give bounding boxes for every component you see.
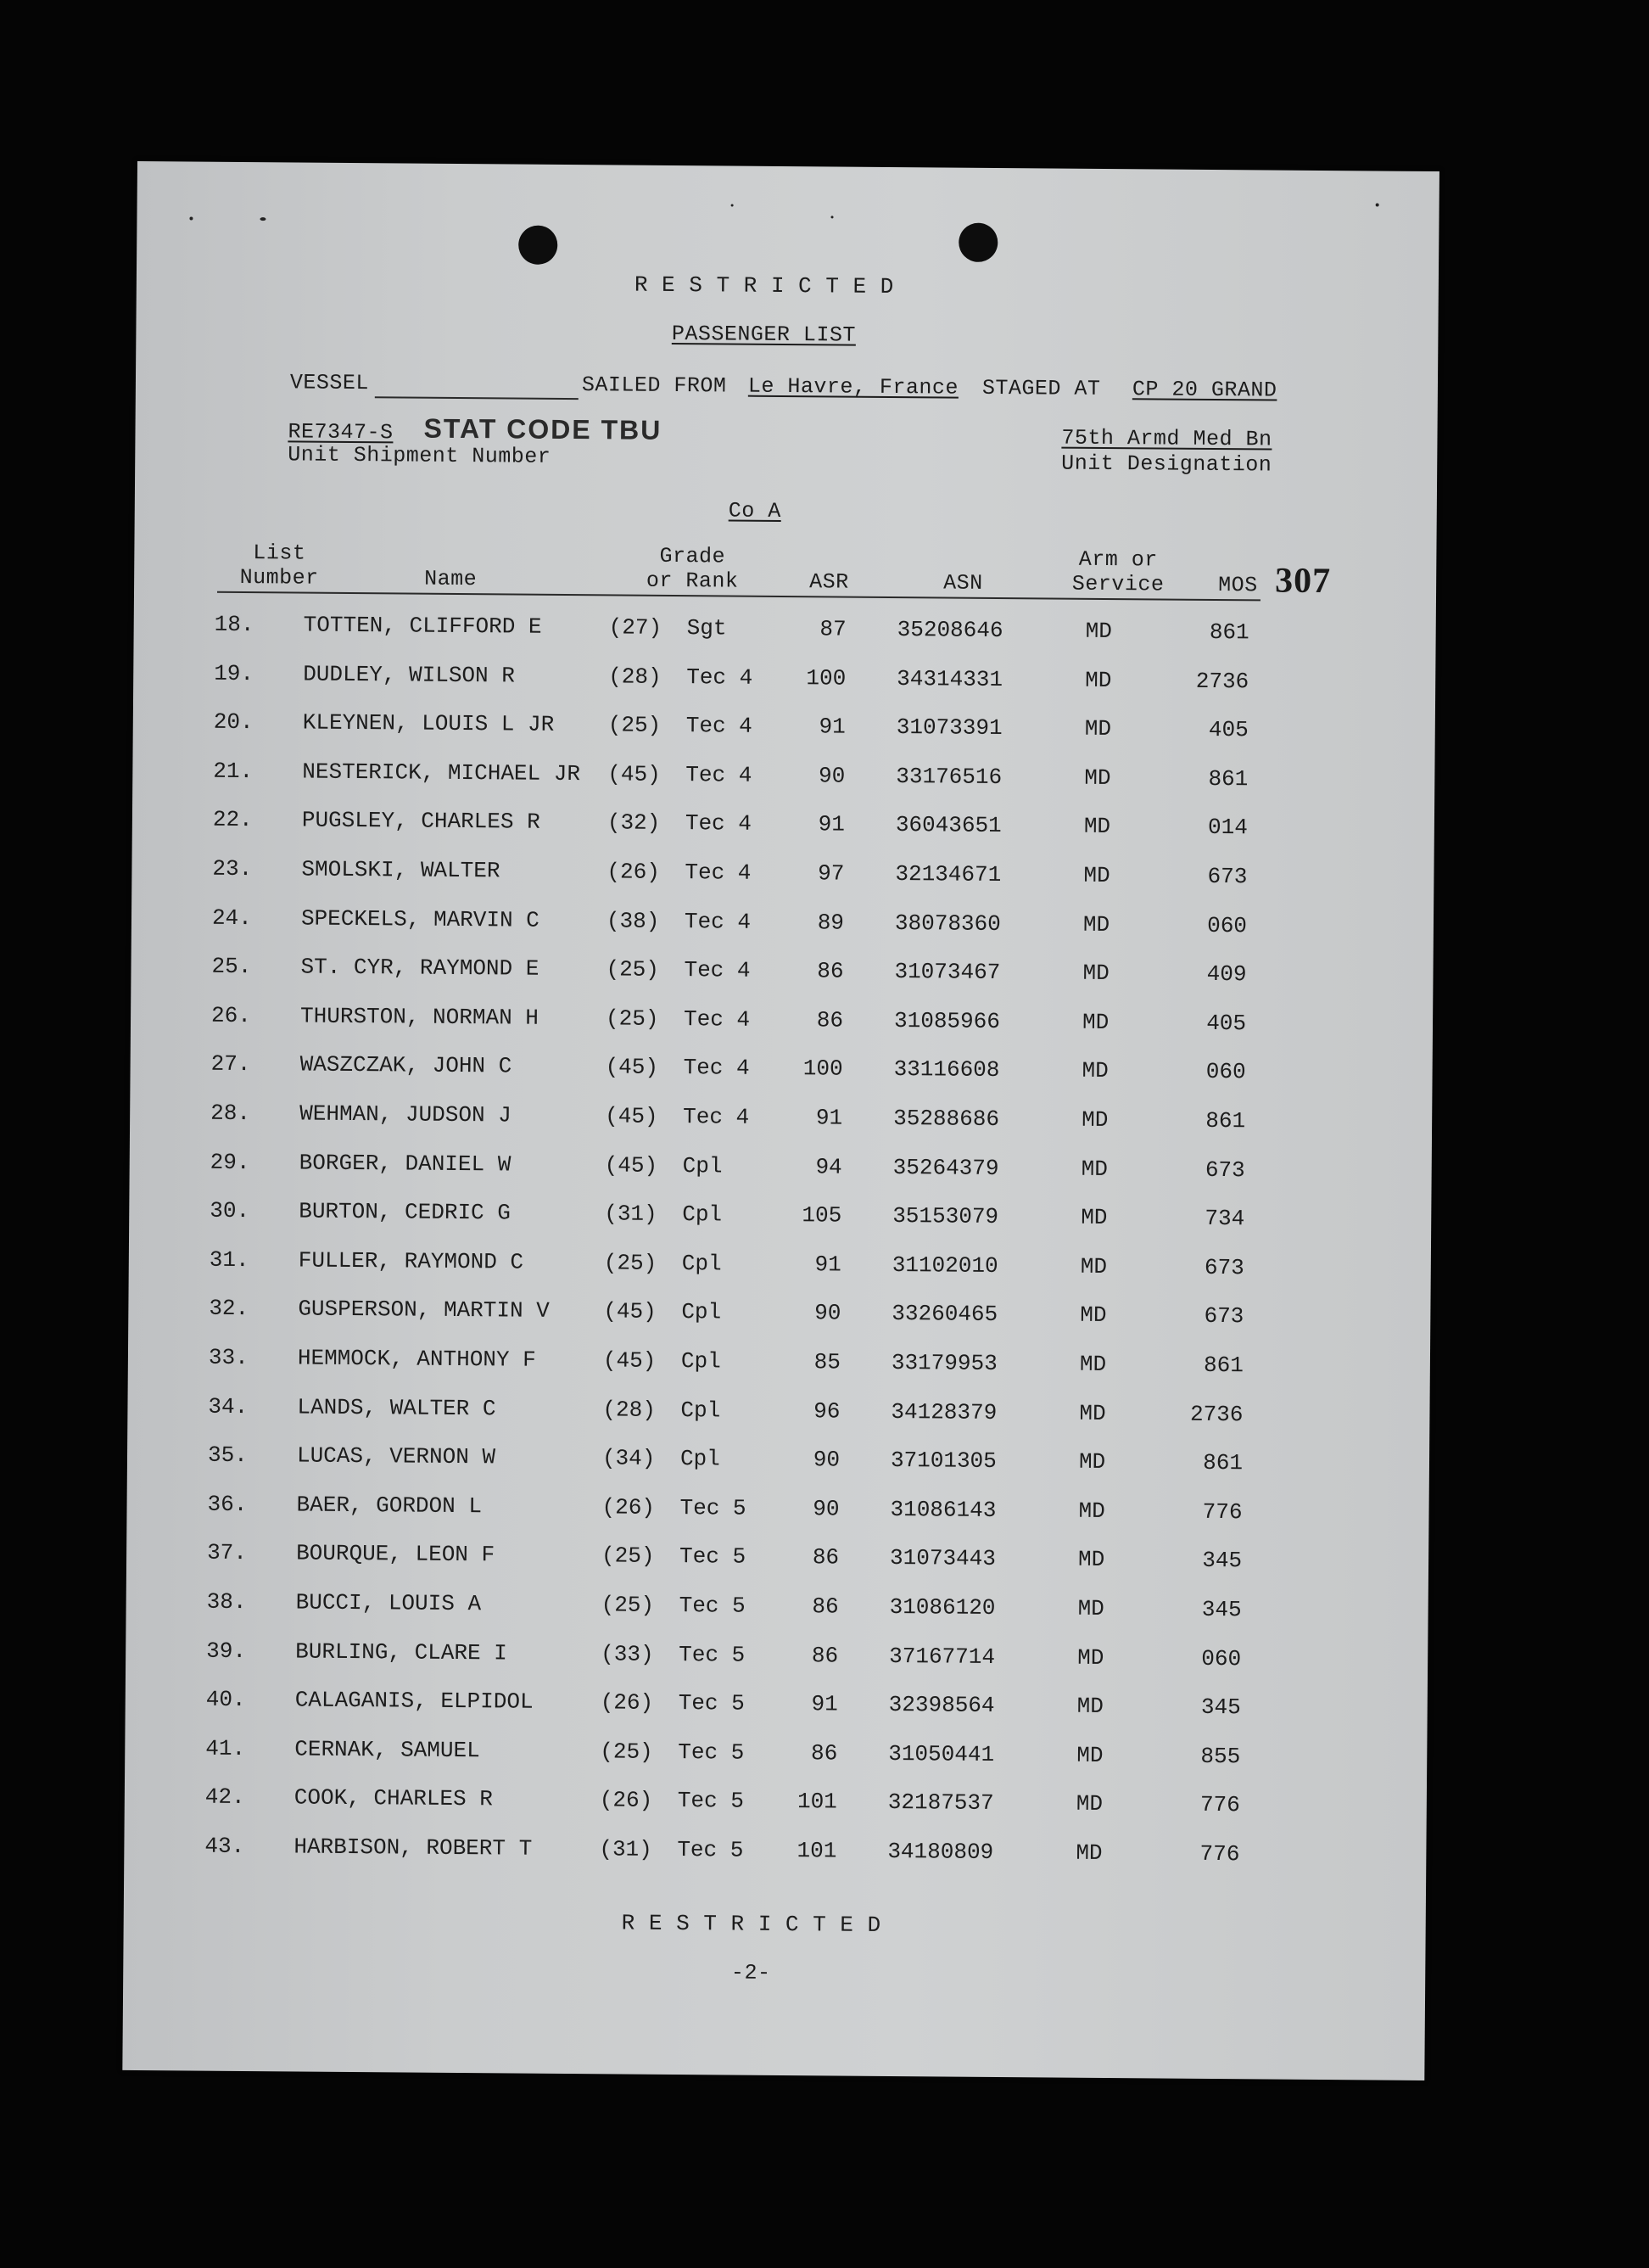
row-asn: 33116608 [893, 1056, 1000, 1084]
row-grade: Tec 4 [683, 1055, 750, 1082]
row-arm: MD [1080, 1302, 1107, 1329]
row-arm: MD [1081, 1204, 1108, 1231]
row-list-number: 42. [204, 1784, 245, 1811]
row-name: CERNAK, SAMUEL [294, 1736, 480, 1764]
row-list-number: 24. [211, 904, 252, 931]
row-mos: 405 [1208, 717, 1249, 743]
row-name: LUCAS, VERNON W [296, 1442, 496, 1470]
row-list-number: 27. [210, 1051, 251, 1078]
row-mos: 673 [1204, 1254, 1244, 1281]
table-row [134, 611, 1436, 655]
row-list-number: 38. [206, 1588, 247, 1616]
row-asn: 33179953 [891, 1350, 998, 1377]
row-asn: 36043651 [895, 812, 1002, 839]
row-list-number: 41. [205, 1735, 246, 1761]
row-age: (45) [605, 1103, 658, 1129]
row-asr: 97 [818, 860, 845, 887]
row-arm: MD [1082, 1058, 1109, 1084]
row-mos: 060 [1201, 1645, 1242, 1672]
row-name: KLEYNEN, LOUIS L JR [302, 709, 555, 738]
row-age: (25) [603, 1250, 657, 1276]
table-row [126, 1588, 1428, 1632]
row-grade: Tec 5 [679, 1543, 746, 1571]
row-asn: 31050441 [888, 1740, 995, 1767]
row-asr: 90 [813, 1496, 840, 1522]
vessel-blank-line [375, 396, 579, 400]
row-list-number: 18. [214, 611, 254, 638]
row-grade: Tec 5 [678, 1739, 745, 1766]
table-row [131, 953, 1433, 997]
row-grade: Cpl [682, 1152, 723, 1179]
row-grade: Tec 4 [683, 1104, 750, 1130]
row-name: DUDLEY, WILSON R [303, 661, 516, 689]
row-grade: Tec 5 [678, 1690, 745, 1716]
row-age: (26) [606, 859, 660, 885]
row-arm: MD [1077, 1547, 1105, 1573]
row-grade: Tec 4 [683, 1005, 751, 1033]
row-grade: Sgt [686, 615, 727, 641]
row-asn: 31073467 [894, 959, 1001, 986]
row-grade: Tec 5 [677, 1837, 744, 1863]
row-asr: 85 [813, 1349, 841, 1375]
row-arm: MD [1082, 911, 1110, 938]
row-asr: 90 [814, 1300, 841, 1326]
row-age: (34) [601, 1445, 656, 1472]
row-arm: MD [1082, 1106, 1109, 1134]
row-mos: 861 [1205, 1107, 1246, 1134]
row-asr: 100 [806, 664, 847, 692]
row-name: GUSPERSON, MARTIN V [298, 1296, 550, 1324]
table-row [125, 1735, 1427, 1779]
unit-shipment-label: Unit Shipment Number [288, 442, 551, 469]
row-grade: Tec 4 [685, 810, 752, 837]
row-name: WEHMAN, JUDSON J [299, 1100, 511, 1128]
row-grade: Tec 5 [679, 1641, 746, 1668]
table-row [129, 1246, 1431, 1291]
row-name: THURSTON, NORMAN H [299, 1003, 539, 1031]
row-name: WASZCZAK, JOHN C [299, 1051, 512, 1079]
row-age: (45) [603, 1298, 657, 1325]
page-number: -2- [730, 1960, 771, 1985]
punch-hole-right [959, 223, 998, 262]
row-arm: MD [1085, 667, 1112, 693]
document-page [122, 161, 1439, 2080]
row-list-number: 32. [209, 1296, 249, 1322]
row-age: (31) [604, 1201, 657, 1228]
row-asn: 33176516 [896, 763, 1003, 790]
row-asn: 35208646 [897, 617, 1003, 644]
row-list-number: 37. [207, 1540, 248, 1566]
table-row [132, 758, 1434, 802]
row-asn: 31073443 [889, 1545, 997, 1572]
row-asn: 31086143 [890, 1496, 997, 1523]
row-age: (38) [606, 907, 660, 934]
row-age: (28) [602, 1396, 657, 1423]
row-list-number: 29. [210, 1149, 250, 1175]
col-header-asr: ASR [809, 569, 849, 595]
row-name: TOTTEN, CLIFFORD E [303, 612, 542, 640]
row-asr: 91 [819, 714, 846, 740]
row-age: (45) [604, 1151, 658, 1179]
row-grade: Cpl [682, 1201, 723, 1228]
table-row [127, 1442, 1429, 1486]
speck [189, 216, 193, 220]
row-asr: 86 [816, 1007, 844, 1033]
row-age: (32) [606, 809, 661, 837]
row-arm: MD [1076, 1791, 1104, 1817]
row-mos: 734 [1205, 1206, 1245, 1232]
row-asn: 31085966 [893, 1007, 1001, 1034]
row-list-number: 23. [212, 855, 253, 882]
row-asr: 100 [802, 1056, 843, 1082]
row-mos: 861 [1203, 1352, 1244, 1379]
unit-designation-label: Unit Designation [1061, 451, 1272, 478]
document-title: PASSENGER LIST [671, 321, 857, 348]
row-list-number: 35. [207, 1442, 248, 1469]
row-name: BURTON, CEDRIC G [299, 1198, 511, 1226]
speck [260, 217, 266, 221]
row-mos: 345 [1200, 1694, 1241, 1721]
row-arm: MD [1082, 1009, 1110, 1035]
row-asr: 86 [817, 958, 844, 984]
col-header-asn: ASN [943, 570, 983, 596]
row-arm: MD [1084, 715, 1112, 742]
row-list-number: 33. [208, 1344, 249, 1371]
row-asn: 34128379 [891, 1398, 998, 1425]
table-row [130, 1100, 1432, 1144]
row-mos: 014 [1207, 815, 1248, 841]
row-list-number: 30. [210, 1197, 250, 1224]
row-asr: 90 [819, 763, 846, 789]
row-grade: Tec 4 [684, 908, 752, 935]
page-stamp-number: 307 [1274, 561, 1332, 602]
row-asr: 86 [812, 1544, 840, 1571]
row-age: (26) [600, 1689, 654, 1716]
row-age: (25) [606, 956, 660, 983]
table-row [126, 1686, 1428, 1730]
row-asr: 91 [815, 1105, 843, 1131]
table-row [128, 1344, 1430, 1388]
row-age: (26) [601, 1494, 656, 1520]
row-mos: 673 [1207, 863, 1248, 890]
row-name: ST. CYR, RAYMOND E [300, 954, 539, 982]
row-mos: 2736 [1189, 1401, 1244, 1427]
row-age: (25) [601, 1592, 655, 1618]
speck [731, 204, 734, 206]
row-arm: MD [1079, 1400, 1106, 1426]
row-name: FULLER, RAYMOND C [298, 1247, 524, 1275]
row-grade: Tec 4 [686, 664, 753, 691]
row-grade: Tec 4 [685, 860, 752, 886]
row-arm: MD [1078, 1448, 1106, 1476]
table-row [128, 1295, 1430, 1339]
unit-shipment-number: RE7347-S [288, 419, 394, 445]
row-asn: 32398564 [888, 1692, 995, 1719]
row-mos: 060 [1207, 912, 1248, 938]
row-list-number: 40. [205, 1686, 246, 1713]
row-arm: MD [1077, 1595, 1104, 1622]
row-arm: MD [1082, 960, 1110, 987]
row-list-number: 21. [213, 758, 254, 784]
row-asr: 101 [797, 1838, 837, 1864]
table-row [124, 1833, 1426, 1877]
table-row [131, 1002, 1433, 1046]
company-label: Co A [728, 498, 781, 524]
row-asn: 31102010 [892, 1252, 998, 1279]
stat-code: STAT CODE TBU [423, 412, 662, 445]
row-name: SPECKELS, MARVIN C [300, 905, 539, 933]
row-list-number: 22. [212, 807, 253, 833]
row-asr: 91 [818, 811, 846, 837]
row-list-number: 19. [214, 660, 254, 686]
vessel-label: VESSEL [289, 370, 370, 396]
row-asr: 105 [802, 1202, 842, 1229]
row-asr: 91 [811, 1691, 838, 1717]
row-arm: MD [1076, 1693, 1104, 1720]
row-asn: 37167714 [889, 1643, 996, 1670]
row-arm: MD [1079, 1351, 1107, 1378]
row-age: (25) [600, 1739, 653, 1765]
row-age: (27) [608, 614, 662, 641]
row-asr: 89 [817, 909, 845, 936]
row-list-number: 25. [211, 953, 252, 980]
row-grade: Cpl [680, 1397, 721, 1424]
row-age: (26) [599, 1787, 653, 1814]
row-name: LANDS, WALTER C [297, 1394, 496, 1421]
table-row [130, 1050, 1432, 1095]
row-age: (45) [607, 761, 661, 787]
row-asr: 90 [813, 1447, 841, 1473]
row-name: NESTERICK, MICHAEL JR [302, 759, 581, 787]
row-name: PUGSLEY, CHARLES R [301, 807, 540, 836]
row-asr: 87 [819, 616, 847, 642]
row-age: (45) [605, 1054, 659, 1081]
row-asn: 31086120 [889, 1594, 996, 1621]
punch-hole-left [518, 226, 557, 265]
row-list-number: 43. [204, 1833, 245, 1860]
table-row [126, 1491, 1428, 1535]
row-age: (25) [601, 1543, 655, 1570]
row-list-number: 28. [210, 1100, 251, 1127]
row-age: (45) [602, 1347, 657, 1374]
col-header-name: Name [424, 566, 478, 592]
row-asn: 35153079 [892, 1203, 999, 1230]
row-asr: 94 [815, 1153, 842, 1180]
row-asr: 86 [810, 1740, 838, 1767]
row-mos: 2736 [1195, 668, 1249, 694]
row-asr: 91 [814, 1252, 841, 1278]
row-list-number: 31. [209, 1246, 249, 1273]
row-asr: 101 [797, 1789, 837, 1815]
row-asn: 32187537 [887, 1789, 994, 1817]
restricted-header: R E S T R I C T E D [634, 272, 894, 300]
row-grade: Tec 5 [679, 1593, 746, 1619]
row-asn: 35264379 [892, 1154, 999, 1181]
row-name: SMOLSKI, WALTER [301, 856, 500, 884]
row-arm: MD [1081, 1156, 1109, 1182]
row-mos: 855 [1200, 1743, 1241, 1770]
row-mos: 345 [1201, 1596, 1242, 1623]
row-mos: 405 [1206, 1010, 1247, 1037]
table-row [127, 1393, 1429, 1437]
row-asn: 31073391 [896, 714, 1003, 742]
row-asr: 96 [813, 1397, 841, 1425]
row-name: HARBISON, ROBERT T [293, 1834, 533, 1862]
row-arm: MD [1080, 1253, 1108, 1280]
row-asn: 38078360 [894, 910, 1001, 937]
table-row [133, 660, 1435, 704]
row-name: HEMMOCK, ANTHONY F [297, 1345, 536, 1373]
sailed-from-label: SAILED FROM [581, 372, 727, 399]
row-name: BORGER, DANIEL W [299, 1150, 511, 1178]
row-grade: Cpl [681, 1250, 722, 1277]
row-list-number: 39. [206, 1638, 247, 1664]
row-list-number: 26. [210, 1002, 252, 1028]
table-row [131, 904, 1434, 949]
staged-at-label: STAGED AT [981, 375, 1101, 401]
row-asr: 86 [812, 1593, 839, 1620]
unit-designation-value: 75th Armd Med Bn [1061, 425, 1272, 452]
row-asn: 34180809 [887, 1839, 994, 1865]
row-grade: Tec 4 [684, 957, 751, 983]
table-row [132, 806, 1434, 850]
row-arm: MD [1077, 1644, 1104, 1671]
row-age: (31) [599, 1836, 652, 1862]
table-row [126, 1539, 1428, 1583]
row-name: COOK, CHARLES R [293, 1784, 494, 1812]
row-asn: 37101305 [890, 1448, 997, 1475]
row-grade: Cpl [680, 1348, 721, 1375]
row-mos: 776 [1202, 1498, 1243, 1526]
row-mos: 776 [1199, 1792, 1240, 1818]
row-asn: 33260465 [892, 1301, 998, 1328]
row-arm: MD [1084, 764, 1111, 791]
staged-at-value: CP 20 GRAND [1132, 377, 1277, 403]
row-mos: 345 [1202, 1548, 1243, 1574]
row-grade: Tec 4 [685, 761, 752, 788]
restricted-footer: R E S T R I C T E D [621, 1910, 881, 1938]
speck [830, 216, 833, 218]
row-list-number: 34. [208, 1393, 249, 1420]
col-header-list-number: List Number [239, 540, 319, 591]
sailed-from-value: Le Havre, France [747, 373, 959, 400]
row-arm: MD [1085, 618, 1113, 645]
table-row [130, 1149, 1432, 1193]
row-mos: 409 [1206, 961, 1247, 988]
row-asn: 32134671 [895, 861, 1002, 888]
col-header-mos: MOS [1218, 573, 1258, 598]
row-arm: MD [1083, 814, 1111, 840]
row-name: BURLING, CLARE I [295, 1638, 507, 1666]
row-age: (28) [608, 663, 662, 690]
row-mos: 776 [1199, 1840, 1240, 1868]
row-arm: MD [1078, 1498, 1105, 1524]
row-asr: 86 [811, 1642, 839, 1669]
row-mos: 861 [1209, 619, 1249, 646]
row-age: (25) [605, 1005, 659, 1032]
row-mos: 673 [1204, 1303, 1244, 1330]
row-name: BOURQUE, LEON F [296, 1540, 495, 1568]
speck [1376, 203, 1379, 206]
table-row [126, 1638, 1428, 1682]
row-name: BUCCI, LOUIS A [295, 1589, 482, 1617]
table-row [133, 708, 1435, 753]
row-mos: 861 [1203, 1450, 1244, 1476]
row-grade: Cpl [681, 1299, 722, 1325]
row-grade: Tec 4 [685, 713, 752, 739]
row-grade: Tec 5 [679, 1494, 746, 1521]
table-row [125, 1784, 1427, 1828]
col-header-arm-or-service: Arm or Service [1071, 546, 1165, 597]
row-age: (33) [601, 1640, 654, 1667]
table-row [129, 1197, 1431, 1241]
col-header-grade: Grade or Rank [646, 543, 739, 594]
row-mos: 673 [1205, 1156, 1245, 1183]
row-arm: MD [1083, 862, 1110, 889]
row-age: (25) [607, 712, 662, 739]
row-name: BAER, GORDON L [296, 1492, 483, 1520]
row-grade: Cpl [679, 1446, 720, 1472]
row-asn: 34314331 [897, 665, 1003, 692]
row-arm: MD [1076, 1742, 1104, 1768]
row-list-number: 36. [207, 1491, 248, 1517]
row-name: CALAGANIS, ELPIDOL [294, 1687, 534, 1715]
row-asn: 35288686 [893, 1106, 1000, 1133]
row-arm: MD [1076, 1840, 1103, 1866]
row-list-number: 20. [213, 708, 254, 736]
row-mos: 861 [1208, 765, 1249, 792]
row-grade: Tec 5 [677, 1788, 744, 1815]
row-mos: 060 [1205, 1059, 1246, 1085]
table-row [131, 855, 1434, 899]
